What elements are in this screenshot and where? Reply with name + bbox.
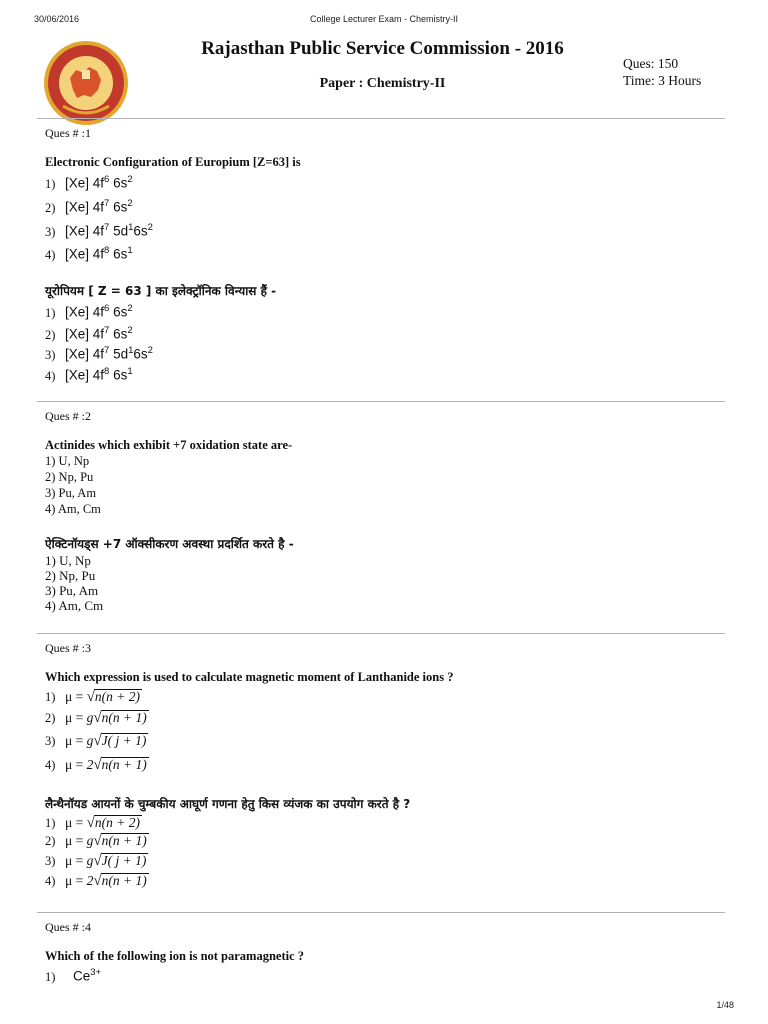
divider bbox=[37, 633, 725, 634]
option[interactable] bbox=[45, 689, 142, 706]
option-number: 3) bbox=[45, 854, 56, 868]
option-formula: [Xe] $4f^7$ $6s^2$ bbox=[65, 198, 133, 215]
divider bbox=[37, 401, 725, 402]
question-text: Which expression is used to calculate magnetic moment of Lanthanide ions ? bbox=[45, 670, 454, 684]
option-number: 4) bbox=[45, 758, 56, 772]
option-number: 3) bbox=[45, 347, 56, 362]
option[interactable] bbox=[45, 325, 133, 343]
option-formula: [Xe] $4f^6$ $6s^2$ bbox=[65, 303, 133, 320]
option[interactable]: 4) Am, Cm bbox=[45, 502, 101, 516]
option[interactable]: 2) Np, Pu bbox=[45, 470, 94, 484]
question-text: Actinides which exhibit +7 oxidation state are- bbox=[45, 438, 293, 452]
option[interactable] bbox=[45, 366, 133, 384]
question-text-hindi: लैन्थैनॉयड आयनों के चुम्बकीय आघूर्ण गणना हेतु किस व्यंजक का उपयोग करते है ? bbox=[45, 797, 411, 811]
question-count: Ques: 150 bbox=[623, 56, 679, 71]
option[interactable]: 1) U, Np bbox=[45, 454, 90, 468]
question-label: Ques # :1 bbox=[45, 126, 91, 140]
option[interactable]: 3) Pu, Am bbox=[45, 583, 99, 598]
question-label: Ques # :2 bbox=[45, 409, 91, 423]
option-number: 1) bbox=[45, 816, 56, 830]
option-number: 4) bbox=[45, 368, 56, 383]
option[interactable] bbox=[45, 833, 149, 850]
option-number: 2) bbox=[45, 711, 56, 725]
option-number: 3) bbox=[45, 734, 56, 748]
option[interactable] bbox=[45, 245, 133, 263]
question-text: Electronic Configuration of Europium [Z=63] is bbox=[45, 155, 301, 169]
question-text-hindi: यूरोपियम [ Z = 63 ] का इलेक्ट्रॉनिक विन्यास हैं - bbox=[45, 284, 277, 298]
option-formula: [Xe] $4f^6$ $6s^2$ bbox=[65, 174, 133, 191]
question-label: Ques # :4 bbox=[45, 920, 91, 934]
option-formula: μ = g√J( j + 1) bbox=[65, 733, 147, 749]
option-number: 2) bbox=[45, 327, 56, 342]
option-formula: μ = g√n(n + 1) bbox=[65, 833, 147, 849]
option-formula: μ = g√n(n + 1) bbox=[65, 710, 147, 726]
option-formula: μ = √n(n + 2) bbox=[65, 689, 140, 705]
option-number: 1) bbox=[45, 969, 56, 984]
option[interactable] bbox=[45, 853, 148, 870]
option[interactable] bbox=[45, 757, 149, 774]
option-formula: μ = √n(n + 2) bbox=[65, 815, 140, 831]
exam-duration: Time: 3 Hours bbox=[623, 73, 702, 88]
print-date: 30/06/2016 bbox=[34, 14, 80, 24]
option-number: 3) bbox=[45, 224, 56, 239]
option-number: 4) bbox=[45, 874, 56, 888]
option[interactable] bbox=[45, 303, 133, 321]
print-title: College Lecturer Exam - Chemistry-II bbox=[309, 14, 459, 24]
option[interactable] bbox=[45, 345, 153, 363]
option-number: 2) bbox=[45, 200, 56, 215]
divider bbox=[37, 118, 725, 119]
option-number: 1) bbox=[45, 690, 56, 704]
option-formula: μ = 2√n(n + 1) bbox=[65, 757, 147, 773]
rpsc-logo bbox=[43, 40, 129, 126]
option-formula: [Xe] $4f^7$ $5d^16s^2$ bbox=[65, 345, 153, 362]
question-text: Which of the following ion is not paramagnetic ? bbox=[45, 949, 305, 963]
option-number: 2) bbox=[45, 834, 56, 848]
option-number: 4) bbox=[45, 247, 56, 262]
option-formula: [Xe] $4f^7$ $6s^2$ bbox=[65, 325, 133, 342]
option-formula: [Xe] $4f^7$ $5d^16s^2$ bbox=[65, 222, 153, 239]
option[interactable]: 2) Np, Pu bbox=[45, 568, 96, 583]
option[interactable] bbox=[45, 733, 148, 750]
divider bbox=[37, 912, 725, 913]
option-formula: [Xe] $4f^8$ $6s^1$ bbox=[65, 245, 133, 262]
option-formula: μ = g√J( j + 1) bbox=[65, 853, 147, 869]
option[interactable] bbox=[45, 873, 149, 890]
question-text-hindi: ऐक्टिनॉयड्स +7 ऑक्सीकरण अवस्था प्रदर्शित करते है - bbox=[45, 537, 294, 551]
option-number: 1) bbox=[45, 305, 56, 320]
option[interactable]: 3) Pu, Am bbox=[45, 486, 97, 500]
option[interactable] bbox=[45, 967, 101, 985]
option[interactable] bbox=[45, 710, 149, 727]
option-formula: μ = 2√n(n + 1) bbox=[65, 873, 147, 889]
option-number: 1) bbox=[45, 176, 56, 191]
option-formula: $Ce^{3+}$ bbox=[73, 967, 102, 984]
question-label: Ques # :3 bbox=[45, 641, 91, 655]
option[interactable]: 4) Am, Cm bbox=[45, 598, 104, 613]
option[interactable] bbox=[45, 815, 142, 832]
option[interactable] bbox=[45, 222, 153, 240]
option[interactable] bbox=[45, 198, 133, 216]
option[interactable] bbox=[45, 174, 133, 192]
option[interactable]: 1) U, Np bbox=[45, 553, 91, 568]
organization-title: Rajasthan Public Service Commission - 2016 bbox=[201, 38, 564, 59]
paper-title: Paper : Chemistry-II bbox=[319, 76, 446, 91]
page-number: 1/48 bbox=[716, 1000, 734, 1010]
option-formula: [Xe] $4f^8$ $6s^1$ bbox=[65, 366, 133, 383]
